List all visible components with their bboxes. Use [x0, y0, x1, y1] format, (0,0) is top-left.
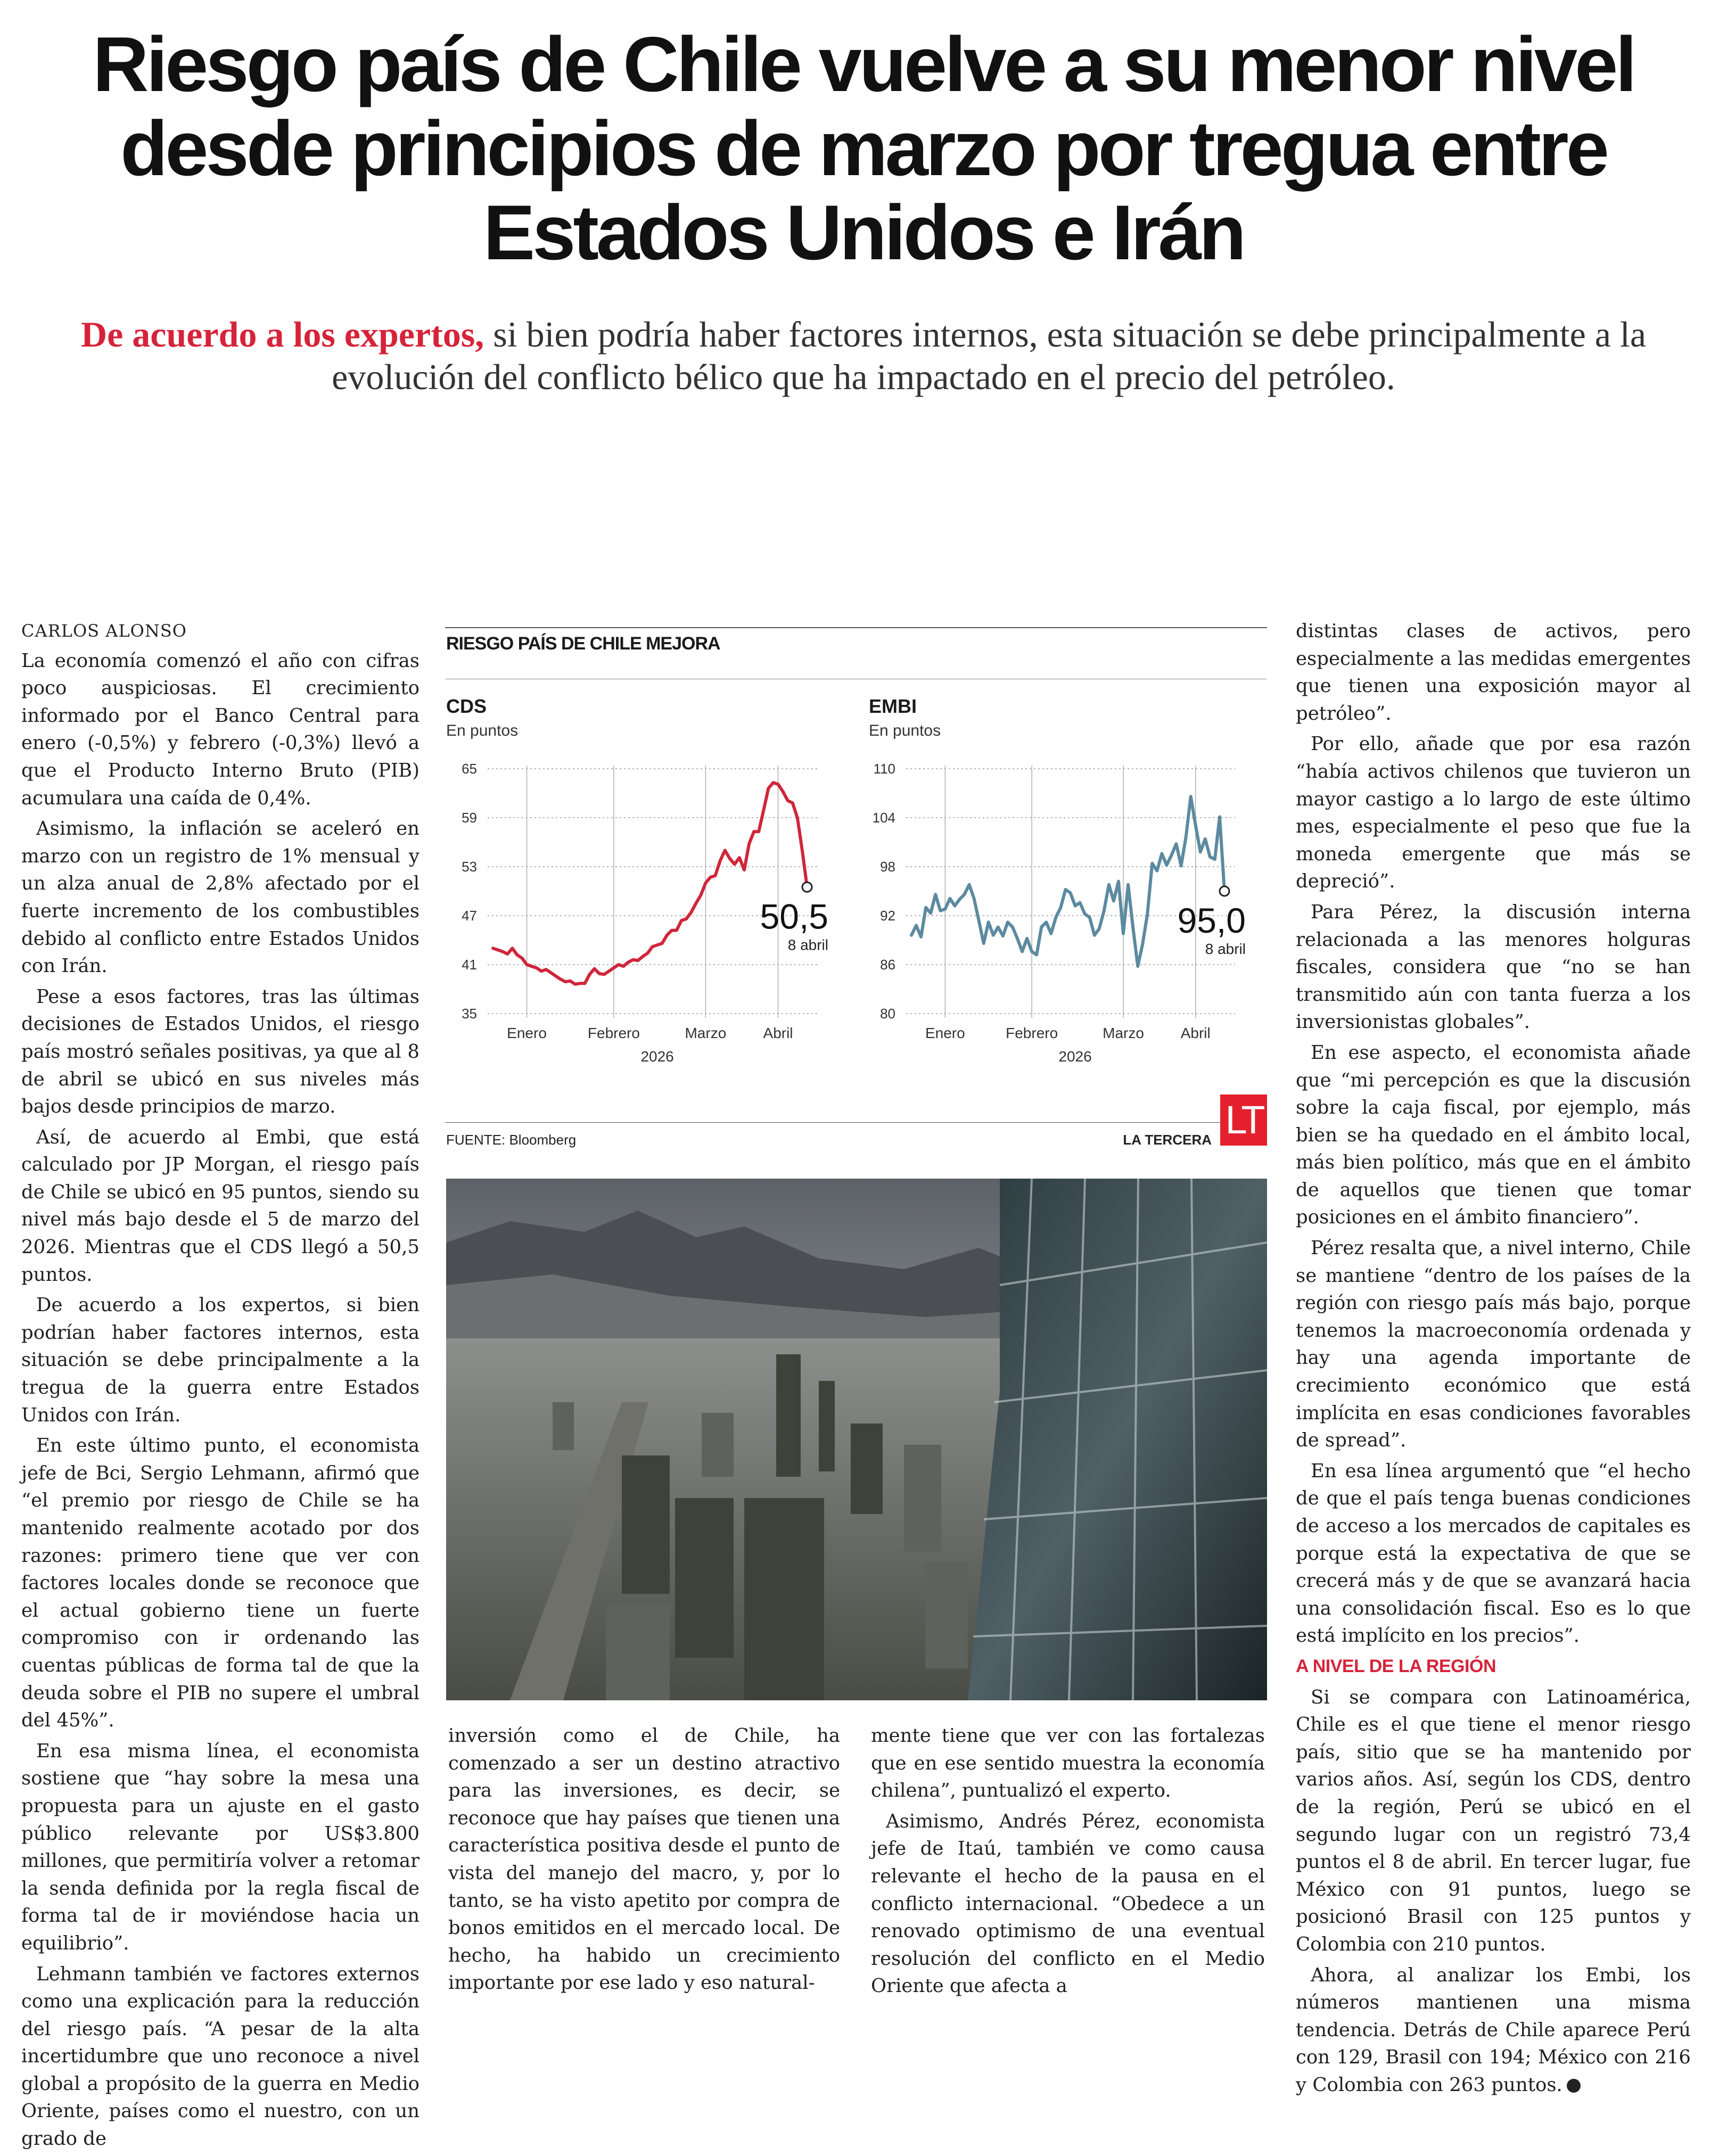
- paragraph: Por ello, añade que por esa razón “había activos chilenos que tuvieron un mayor castigo a lo largo de este último mes, especialmente el peso que fue la moneda emergente que más se depreció”.: [1296, 733, 1691, 893]
- city-skyline-photo-icon: [446, 1179, 1267, 1700]
- deck-lead: De acuerdo a los expertos,: [80, 314, 484, 355]
- y-tick-label: 80: [880, 1006, 895, 1022]
- deck-rest: si bien podría haber factores internos, esta situación se debe principalmente a la evolución del conflicto bélico que ha impactado en el precio del petróleo.: [332, 314, 1647, 397]
- chart-box-title: RIESGO PAÍS DE CHILE MEJORA: [446, 633, 720, 654]
- cds-chart-title: CDS: [446, 695, 487, 717]
- chart-brand: LA TERCERA: [1123, 1132, 1212, 1148]
- deck: [21, 313, 1706, 398]
- last-value-label: 95,0: [1177, 901, 1246, 940]
- paragraph: Pérez resalta que, a nivel interno, Chile se mantiene “dentro de los países de la región con riesgo país más bajo, porque tenemos la macroeconomía ordenada y hay una agenda importante de crecimiento económico que está implícita en esas condiciones favorables de spread”.: [1296, 1237, 1691, 1452]
- x-tick-label: Abril: [763, 1025, 793, 1041]
- x-axis-label: 2026: [1058, 1048, 1092, 1065]
- byline: CARLOS ALONSO: [21, 621, 187, 641]
- y-tick-label: 65: [462, 761, 477, 777]
- paragraph: distintas clases de activos, pero especialmente a las medidas emergentes que tienen una exposición mayor al petróleo”.: [1296, 620, 1691, 725]
- y-tick-label: 35: [462, 1006, 477, 1022]
- paragraph: mente tiene que ver con las fortalezas que en ese sentido muestra la economía chilena”, puntualizó el experto.: [871, 1725, 1265, 1802]
- last-date-label: 8 abril: [787, 936, 828, 953]
- cds-chart: [445, 743, 850, 1073]
- paragraph: Si se compara con Latinoamérica, Chile es el que tiene el menor riesgo país, sitio que se ha mantenido por varios años. Así, según los CDS, dentro de la región, Perú se ubicó en el segundo lugar con un registró 73,4 puntos el 8 de abril. En tercer lugar, fue México con 91 puntos, luego se posicionó Brasil con 125 puntos y Colombia con 210 puntos.: [1296, 1686, 1691, 1955]
- column-1: [21, 618, 420, 2156]
- cds-chart-unit: En puntos: [446, 722, 519, 739]
- paragraph: Para Pérez, la discusión interna relacionada a las menores holguras fiscales, considera que “no se han transmitido aún con tanta fuerza a los inversionistas globales”.: [1296, 901, 1691, 1033]
- paragraph: La economía comenzó el año con cifras poco auspiciosas. El crecimiento informado por el Banco Central para enero (-0,5%) y febrero (-0,3%) llevó a que el Producto Interno Bruto (PIB) acumulara una caída de 0,4%.: [21, 649, 420, 809]
- last-point-marker: [802, 882, 812, 892]
- x-tick-label: Febrero: [1006, 1025, 1058, 1041]
- y-tick-label: 92: [880, 908, 895, 924]
- x-tick-label: Marzo: [685, 1025, 727, 1041]
- city-skyline-photo: [446, 1179, 1267, 1700]
- final-paragraph: [1296, 1962, 1691, 2099]
- series-line: [493, 783, 807, 984]
- column-2: [448, 1722, 840, 2000]
- embi-chart-title: EMBI: [869, 695, 917, 717]
- paragraph: En esa misma línea, el economista sostiene que “hay sobre la mesa una propuesta para un ajuste en el gasto público relevante por US$3.800 millones, que permitiría volver a retomar la senda definida por la regla fiscal de forma tal de ir moviéndose hacia un equilibrio”.: [21, 1740, 420, 1954]
- final-paragraph-text: Ahora, al analizar los Embi, los números mantienen una misma tendencia. Detrás de Chile aparece Perú con 129, Brasil con 194; México con 216 y Colombia con 263 puntos.: [1296, 1964, 1691, 2096]
- y-tick-label: 53: [462, 859, 477, 875]
- paragraph: Lehmann también ve factores externos como una explicación para la reducción del riesgo país. “A pesar de la alta incertidumbre que uno reconoce a nivel global a propósito de la guerra en Medio Oriente, países como el nuestro, con un grado de: [21, 1963, 420, 2150]
- paragraph: Asimismo, la inflación se aceleró en marzo con un registro de 1% mensual y un alza anual de 2,8% afectado por el fuerte incremento de los combustibles debido al conflicto entre Estados Unidos con Irán.: [21, 818, 420, 977]
- paragraph: Asimismo, Andrés Pérez, economista jefe de Itaú, también ve como causa relevante el hecho de la pausa en el conflicto internacional. “Obedece a un renovado optimismo de una eventual resolución del conflicto en el Medio Oriente que afecta a: [871, 1810, 1265, 1997]
- y-tick-label: 110: [873, 761, 895, 777]
- paragraph: De acuerdo a los expertos, si bien podrían haber factores internos, esta situación se debe principalmente a la tregua de la guerra entre Estados Unidos con Irán.: [21, 1294, 420, 1426]
- paragraph: En esa línea argumentó que “el hecho de que el país tenga buenas condiciones de acceso a los mercados de capitales es porque está la expectativa de que se crecerá más y de que se avanzará hacia una consolidación fiscal. Eso es lo que está implícito en los precios”.: [1296, 1460, 1691, 1647]
- series-line: [911, 796, 1224, 966]
- paragraph: Pese a esos factores, tras las últimas decisiones de Estados Unidos, el riesgo país mostró señales positivas, ya que al 8 de abril se ubicó en sus niveles más bajos desde principios de marzo.: [21, 985, 420, 1118]
- last-value-label: 50,5: [760, 896, 828, 936]
- y-tick-label: 59: [462, 810, 477, 826]
- y-tick-label: 86: [880, 957, 895, 973]
- y-tick-label: 41: [462, 957, 477, 973]
- paragraph: inversión como el de Chile, ha comenzado a ser un destino atractivo para las inversiones, es decir, se reconoce que hay países que tienen una característica positiva desde el punto de vista del manejo del macro, y, por lo tanto, se ha visto apetito por compra de bonos emitidos en el mercado local. De hecho, ha habido un crecimiento importante por ese lado y eso natural-: [448, 1725, 840, 1994]
- last-point-marker: [1220, 886, 1229, 896]
- x-tick-label: Febrero: [587, 1025, 640, 1041]
- x-tick-label: Marzo: [1103, 1025, 1144, 1041]
- chart-source: FUENTE: Bloomberg: [446, 1132, 577, 1148]
- embi-chart-unit: En puntos: [869, 722, 941, 739]
- chart-box: [445, 627, 1267, 1155]
- chart-top-rule: [445, 627, 1267, 628]
- x-tick-label: Enero: [925, 1025, 965, 1041]
- la-tercera-logo: LT: [1220, 1095, 1267, 1146]
- embi-chart: [868, 743, 1267, 1073]
- y-tick-label: 104: [872, 810, 895, 826]
- paragraph: Así, de acuerdo al Embi, que está calculado por JP Morgan, el riesgo país de Chile se ubicó en 95 puntos, siendo su nivel más bajo desde el 5 de marzo del 2026. Mientras que el CDS llegó a 50,5 puntos.: [21, 1126, 420, 1286]
- x-tick-label: Enero: [507, 1025, 547, 1041]
- y-tick-label: 98: [880, 859, 895, 875]
- last-date-label: 8 abril: [1205, 941, 1246, 957]
- column-3: [871, 1722, 1265, 2003]
- headline: Riesgo país de Chile vuelve a su menor nivel desde principios de marzo por tregua entre Estados Unidos e Irán: [93, 21, 1634, 276]
- x-tick-label: Abril: [1180, 1025, 1211, 1041]
- paragraph: En este último punto, el economista jefe de Bci, Sergio Lehmann, afirmó que “el premio por riesgo de Chile se ha mantenido realmente acotado por dos razones: primero tiene que ver con factores locales donde se reconoce que el actual gobierno tiene un fuerte compromiso con ir ordenando las cuentas públicas de forma tal de que la deuda sobre el PIB no supere el umbral del 45%”.: [21, 1435, 420, 1732]
- y-tick-label: 47: [462, 908, 477, 924]
- article-end-icon: P: [1567, 2079, 1581, 2093]
- section-subhead: A NIVEL DE LA REGIÓN: [1296, 1656, 1496, 1676]
- x-axis-label: 2026: [640, 1048, 674, 1065]
- chart-foot-rule: [445, 1122, 1267, 1123]
- paragraph: En ese aspecto, el economista añade que “mi percepción es que la discusión sobre la caja fiscal, por ejemplo, más bien se ha quedado en el ámbito local, más bien político, más que en el ámbito de aquellos que tienen que tomar posiciones en el ámbito financiero”.: [1296, 1041, 1691, 1229]
- column-4: [1296, 618, 1691, 2102]
